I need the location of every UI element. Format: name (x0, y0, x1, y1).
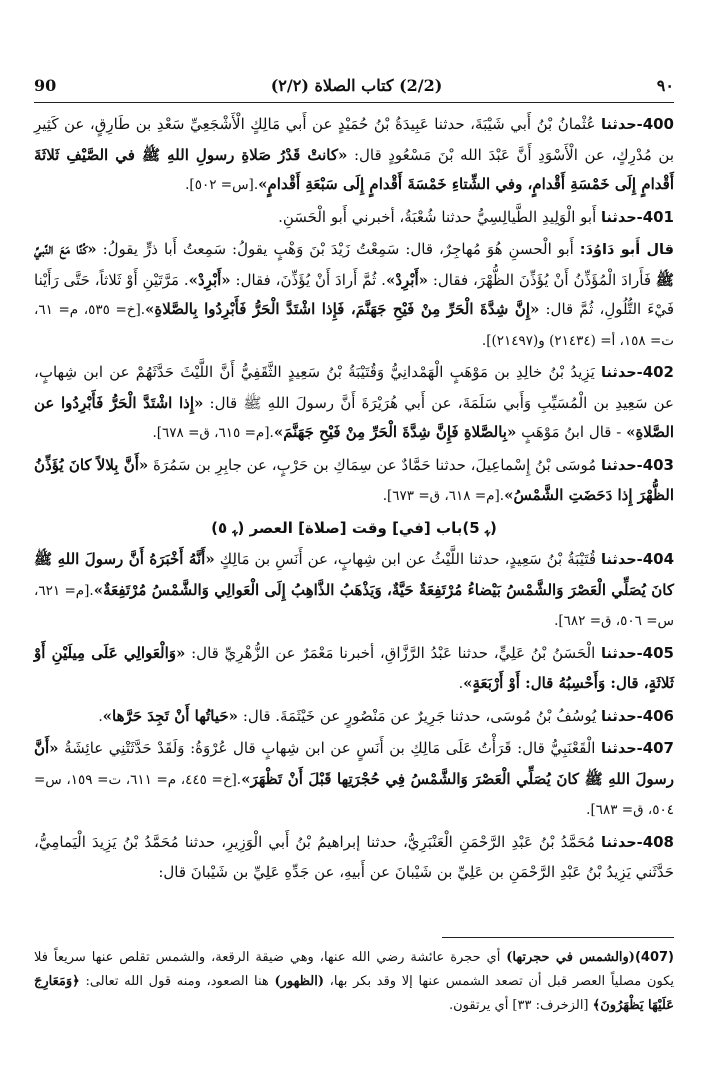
isnad-text: مُوسَى بْنُ إِسْماعِيلَ، حدثنا حَمَّادٌ عن سِمَاكِ بن حَرْبٍ، عن جابِرِ بن سَمُرَةَ (148, 455, 602, 474)
hadith-quote: «كُنَّا مَعَ النَّبيِّ ﷺ (34, 240, 674, 289)
hadith-number: 407 (642, 739, 674, 757)
note-text: أَبو الْحسنِ هُوَ مُهاجِرٌ، قال: سَمِعْتُ زَيْدَ بْنَ وَهْبٍ يقولُ: سَمِعتُ أَبا ذرٍّ يقولُ: (96, 240, 580, 258)
isnad-text: الْقَعْنَبِيُّ قال: قَرَأْتُ عَلَى مَالِكِ بن أَنَسٍ عن ابن شِهابٍ قال عُرْوَةُ: وَلَقَدْ حَدَّثَتْنِي عائِشَةُ (58, 739, 602, 757)
isnad-text: يَزِيدُ بْنُ خالِدِ بن مَوْهَبٍ الْهَمْدانِيُّ وَقُتَيْبَةُ بْنُ سَعِيدٍ الثَّقَفِيُّ أَنَّ اللَّيْثَ حَدَّثَهُمْ عن ابن شِهابٍ، عن سَعِيدِ بن الْمُسَيِّبِ وَأَبي سَلَمَةَ، عن أَبي هُرَيْرَةَ أَنَّ رسولَ اللهِ ﷺ قال: (34, 363, 674, 412)
narration-lead: -حدثنا (601, 209, 643, 226)
hadith-quote: «إِنَّ شِدَّةَ الْحَرِّ مِنْ فَيْحِ جَهَنَّمَ، فَإِذا اشْتَدَّ الْحَرُّ فَأَبْرِدُوا بِالصَّلاةِ» (145, 300, 540, 318)
hadith-entry (34, 702, 674, 733)
narration-lead: -حدثنا (601, 552, 643, 568)
hadith-reference: . (98, 708, 103, 725)
hadith-reference: .[خ= ٥٣٥، م= ٦١، ت= ١٥٨، أ= (٢١٤٣٤) و(٢١٤٩٧)]. (34, 302, 674, 349)
footnote-term: (الظهور) (274, 974, 324, 989)
hadith-reference: .[م= ٦١٨، ق= ٦٧٣]. (382, 488, 505, 504)
hadith-number: 406 (642, 706, 674, 725)
hadith-number: 401 (642, 207, 674, 226)
note-lead: قال أَبو دَاوُدَ: (579, 242, 674, 258)
hadith-number: 404 (642, 550, 675, 568)
narration-lead: -حدثنا (601, 457, 643, 474)
narration-lead: -حدثنا (601, 741, 643, 757)
isnad-text: يُوسُفُ بْنُ مُوسَى، حدثنا جَرِيرٌ عن مَنْصُورٍ عن خَيْثَمَةَ. قال: (238, 706, 602, 725)
hadith-reference: .[خ= ٤٤٥، م= ٦١١، ت= ١٥٩، س= ٥٠٤، ق= ٦٨٣]. (34, 771, 674, 818)
page-number-right: ٩٠ (656, 75, 674, 95)
hadith-quote: «بِالصَّلاةِ فَإِنَّ شِدَّةَ الْحَرِّ مِنْ فَيْحِ جَهَنَّمَ» (273, 423, 517, 441)
quran-verse: ﴿وَمَعَارِجَ عَلَيْهَا يَظْهَرُونَ﴾ (34, 974, 674, 1013)
hadith-entry (34, 451, 674, 512)
isnad-text: - قال ابنُ مَوْهَبٍ (516, 423, 627, 441)
narration-lead: -حدثنا (601, 645, 643, 662)
isnad-text: عُثْمانُ بْنُ أَبي شَيْبَةَ، حدثنا عَبِيدَةُ بْنُ حُمَيْدٍ عن أَبي مَالِكٍ الْأَشْجَعِيِّ سَعْدِ بن طَارِقٍ، عن كَثِيرِ بن مُدْرِكٍ، عن الْأَسْوَدِ أَنَّ عَبْدَ الله بْنَ مَسْعُودٍ قال: (34, 115, 674, 164)
note-text: . ثُمَّ أَرادَ أَنْ يُؤَذِّنَ، فقال: (230, 270, 386, 289)
hadith-number: 405 (642, 643, 674, 662)
hadith-number: 400 (642, 115, 674, 133)
chapter-heading: (ﮩ 5)باب [في] وقت [صلاة] العصر (ﮩ ٥) (211, 518, 497, 537)
hadith-number: 402 (642, 363, 674, 381)
hadith-quote: «حَياتُها أَنْ تَجِدَ حَرَّها» (102, 706, 239, 725)
isnad-text: الْحَسَنُ بْنُ عَلِيٍّ، حدثنا عَبْدُ الرَّزَّاقِ، أخبرنا مَعْمَرٌ عن الزُّهْرِيِّ قال: (185, 643, 602, 662)
hadith-quote: «أَبْرِدْ» (385, 270, 428, 289)
hadith-quote: «إِذا اشْتَدَّ الْحَرُّ فَأَبْرِدُوا عن الصَّلاةِ» (34, 393, 674, 441)
page-header (34, 72, 674, 98)
note-text: . مَرَّتَيْنِ أَوْ ثَلاثاً، حَتَّى رَأَيْنا فَيْءَ التُّلُولِ، ثُمَّ قال: (34, 270, 674, 318)
isnad-text: مُحَمَّدُ بْنُ عَبْدِ الرَّحْمَنِ الْعَنْبَرِيُّ، حدثنا إبراهيمُ بْنُ أَبي الْوَزِيرِ، حدثنا مُحَمَّدُ بْنُ يَزِيدَ الْيَمامِيُّ، حَدَّثَني يَزِيدُ بْنُ عَبْدِ الرَّحْمَنِ بن عَلِيِّ بن شَيْبانَ عن أَبيهِ، عن جَدِّهِ عَلِيِّ بن شَيْبانَ قال: (34, 832, 674, 881)
hadith-reference: .[س= ٥٠٢]. (185, 177, 259, 193)
narration-lead: -حدثنا (601, 117, 643, 133)
hadith-entry (34, 110, 674, 201)
hadith-quote: «أَبْرِدْ» (188, 270, 231, 289)
hadith-entry (34, 545, 674, 637)
isnad-text: أَبو الْوَلِيدِ الطَّيالِسِيُّ حدثنا شُعْبَةُ، أخبرني أَبو الْحَسَنِ. (278, 207, 602, 226)
hadith-reference: . (458, 676, 464, 692)
hadith-entry (34, 828, 674, 888)
hadith-quote: «أَنَّ بِلالاً كانَ يُؤَذِّنُ الظُّهْرَ إِذا دَحَضَتِ الشَّمْسُ» (34, 455, 674, 504)
header-rule (34, 102, 674, 103)
hadith-reference: .[م= ٦٢١، س= ٥٠٦، ق= ٦٨٢]. (34, 582, 674, 629)
abu-dawud-note (34, 235, 674, 356)
hadith-quote: «وَالْعَوالِي عَلَى مِيلَيْنِ أَوْ ثَلاثَةٍ، قال: وَأَحْسِبُهُ قال: أَوْ أَرْبَعَةٍ» (34, 643, 674, 692)
footnote-term: (والشمس في حجرتها) (506, 950, 635, 965)
page-number-left: 90 (34, 75, 57, 95)
narration-lead: -حدثنا (601, 365, 643, 381)
hadith-quote: «أَنَّهُ أَخْبَرَهُ أَنَّ رسولَ اللهِ ﷺ كانَ يُصَلِّي الْعَصْرَ وَالشَّمْسُ بَيْضاءُ مُرْتَفِعَةٌ حَيَّةٌ، وَيَذْهَبُ الذَّاهِبُ إِلَى الْعَوالِي وَالشَّمْسُ مُرْتَفِعَةٌ» (34, 550, 674, 599)
hadith-number: 403 (642, 455, 674, 474)
footnote-text: هنا الصعود، ومنه قول الله تعالى: (79, 974, 275, 989)
hadith-quote: «أَنَّ رسولَ اللهِ ﷺ كانَ يُصَلِّي الْعَصْرَ وَالشَّمْسُ فِي حُجْرَتِها قَبْلَ أَنْ تَظْهَرَ» (34, 739, 674, 788)
hadith-number: 408 (642, 832, 674, 851)
hadith-entry (34, 734, 674, 826)
footnote-text: أي حجرة عائشة رضي الله عنها، وهي ضيقة الرقعة، والشمس تقلص عنها سريعاً فلا يكون مصلياً العصر قبل أن تصعد الشمس عنها إلا وقد بكر بها، (34, 950, 674, 989)
footnote (34, 946, 674, 1018)
hadith-entry (34, 639, 674, 700)
footnote-number: (407) (634, 950, 674, 965)
hadith-quote: «كانتْ قَدْرُ صَلاةِ رسولِ اللهِ ﷺ في الصَّيْفِ ثَلاثَةَ أَقْدامٍ إِلَى خَمْسَةِ أَقْدامٍ، وفي الشِّتاءِ خَمْسَةَ أَقْدامٍ إِلَى سَبْعَةِ أَقْدامٍ» (34, 145, 674, 193)
footnote-rule (442, 937, 674, 938)
narration-lead: -حدثنا (601, 708, 643, 725)
footnote-text: [الزخرف: ٣٣] أي يرتقون. (449, 998, 593, 1013)
hadith-entry (34, 203, 674, 234)
isnad-text: قُتَيْبَةُ بْنُ سَعِيدٍ، حدثنا اللَّيْثُ عن ابن شِهابٍ، عن أَنَسِ بن مَالِكٍ (214, 550, 602, 568)
running-title: (2/2) كتاب الصلاة (٢/٢) (270, 75, 443, 95)
hadith-entry (34, 358, 674, 449)
main-text (34, 110, 674, 890)
note-text: فَأَرادَ الْمُؤَذِّنُ أَنْ يُؤَذِّنَ الظُّهْرَ، فقال: (428, 270, 656, 289)
narration-lead: -حدثنا (601, 834, 643, 851)
hadith-reference: .[م= ٦١٥، ق= ٦٧٨]. (152, 425, 274, 441)
